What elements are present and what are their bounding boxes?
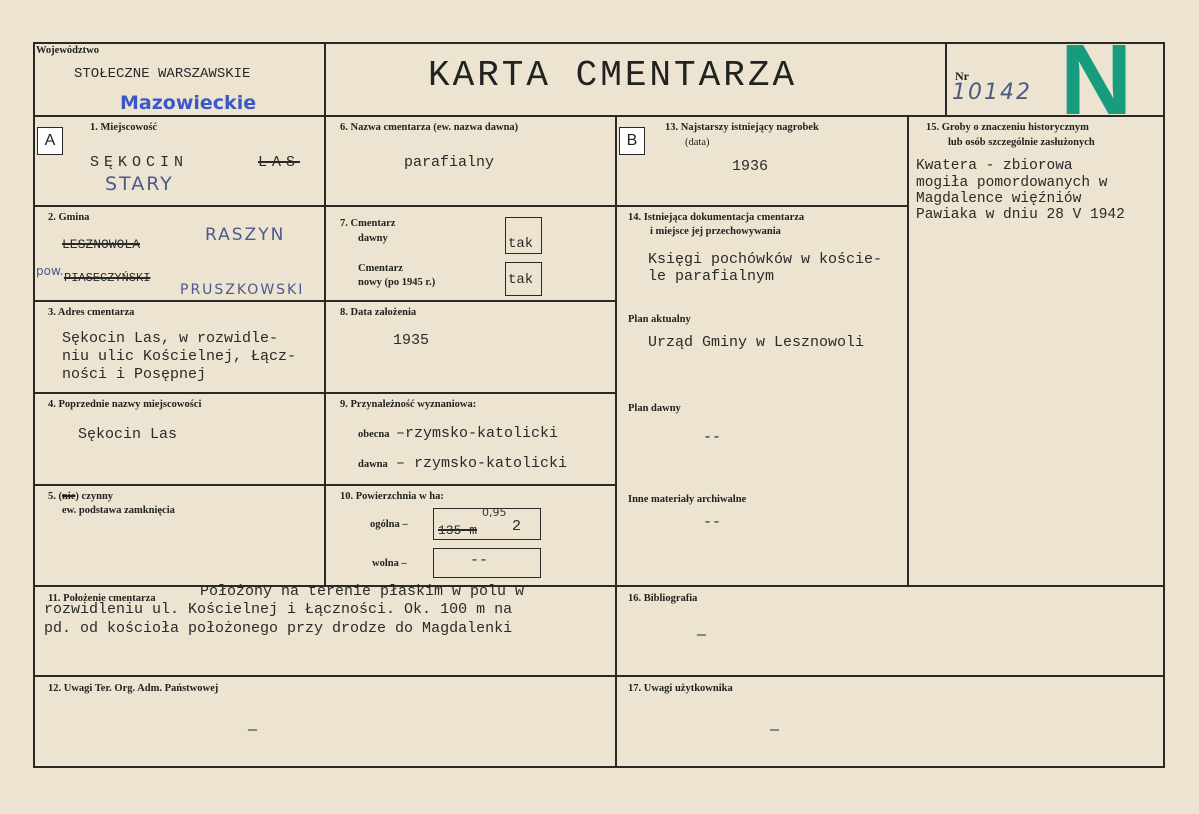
field-15-line-2: mogiła pomordowanych w — [916, 175, 1108, 191]
rule-row-12 — [33, 675, 1165, 677]
field-1-label: 1. Miejscowość — [90, 122, 158, 133]
field-14-label: 14. Istniejąca dokumentacja cmentarza — [628, 212, 805, 223]
field-16-label: 16. Bibliografia — [628, 593, 698, 604]
field-9-obecna-value: –rzymsko-katolicki — [396, 425, 559, 442]
field-9-dawna-value: – rzymsko-katolicki — [396, 455, 568, 472]
wojewodztwo-stamp: Mazowieckie — [120, 92, 257, 114]
field-9-obecna: obecna — [358, 429, 390, 440]
field-17-label: 17. Uwagi użytkownika — [628, 683, 733, 694]
nr-value: 10142 — [952, 80, 1032, 105]
plan-dawny-value: -- — [703, 429, 722, 446]
field-5-struck: nie — [62, 491, 76, 502]
field-4-label: 4. Poprzednie nazwy miejscowości — [48, 399, 202, 410]
field-7-nowy-value: tak — [508, 272, 534, 288]
field-10-wolna-value: -- — [470, 552, 489, 569]
field-9-label: 9. Przynależność wyznaniowa: — [340, 399, 477, 410]
page-title: KARTA CMENTARZA — [428, 55, 798, 96]
rule-col-nr — [945, 42, 947, 115]
field-1-hand: STARY — [105, 173, 174, 195]
cemetery-card — [33, 42, 1165, 768]
field-10-label: 10. Powierzchnia w ha: — [340, 491, 444, 502]
field-5-prefix: 5. ( — [48, 491, 62, 502]
field-11-line-2: rozwidleniu ul. Kościelnej i Łączności. Ok. 100 m na — [44, 601, 513, 618]
field-17-value: — — [770, 722, 780, 739]
field-8-label: 8. Data założenia — [340, 307, 417, 318]
plan-aktualny-label: Plan aktualny — [628, 314, 691, 325]
field-5-sub: ew. podstawa zamknięcia — [62, 505, 175, 516]
nr-label: Nr — [955, 69, 969, 83]
inne-materialy-label: Inne materiały archiwalne — [628, 494, 747, 505]
field-6-value: parafialny — [404, 154, 495, 171]
field-2-hand: RASZYN — [205, 225, 286, 245]
field-7-nowy: nowy (po 1945 r.) — [358, 277, 436, 288]
field-7-dawny-value: tak — [508, 236, 534, 252]
wojewodztwo-label: Województwo — [36, 45, 99, 56]
field-2-label: 2. Gmina — [48, 212, 90, 223]
field-12-value: — — [248, 722, 258, 739]
field-13-label: 13. Najstarszy istniejący nagrobek — [665, 122, 819, 133]
rule-header — [33, 115, 1165, 117]
plan-aktualny-value: Urząd Gminy w Lesznowoli — [648, 334, 865, 351]
inne-materialy-value: -- — [703, 514, 722, 531]
wojewodztwo-value: STOŁECZNE WARSZAWSKIE — [74, 66, 251, 82]
section-a-badge: A — [37, 127, 63, 155]
field-7-dawny: dawny — [358, 233, 388, 244]
rule-col-mid — [615, 115, 617, 768]
field-3-label: 3. Adres cmentarza — [48, 307, 135, 318]
field-5-suffix: ) czynny — [75, 491, 114, 502]
field-15-line-4: Pawiaka w dniu 28 V 1942 — [916, 207, 1125, 223]
field-14-line-1: Księgi pochówków w koście- — [648, 251, 883, 268]
field-6-label: 6. Nazwa cmentarza (ew. nazwa dawna) — [340, 122, 519, 133]
field-11-line-1: Położony na terenie płaskim w polu w — [200, 583, 525, 600]
field-2-struck: LESZNOWOLA — [62, 237, 141, 252]
field-15-line-1: Kwatera - zbiorowa — [916, 158, 1073, 174]
field-3-line-1: Sękocin Las, w rozwidle- — [62, 330, 279, 347]
field-4-value: Sękocin Las — [78, 426, 178, 443]
field-10-ogolna-hand: 0,95 — [482, 506, 507, 519]
field-10-ogolna: ogólna – — [370, 519, 408, 530]
field-3-line-2: niu ulic Kościelnej, Łącz- — [62, 348, 297, 365]
category-mark: N — [1060, 24, 1133, 136]
field-2-pow-struck: PIASECZYŃSKI — [64, 271, 151, 285]
field-10-ogolna-struck: 135 m — [438, 523, 478, 538]
field-11-line-3: pd. od kościoła położonego przy drodze do Magdalenki — [44, 620, 513, 637]
field-2-pow: pow. — [36, 264, 64, 278]
field-10-ogolna-suffix: 2 — [512, 518, 522, 535]
field-15-label: 15. Groby o znaczeniu historycznym — [926, 122, 1089, 133]
field-16-value: — — [697, 627, 707, 644]
field-13-sub: (data) — [685, 137, 710, 148]
field-10-wolna: wolna – — [372, 558, 407, 569]
field-14-line-2: le parafialnym — [648, 268, 775, 285]
section-b-badge: B — [619, 127, 645, 155]
field-7-label: 7. Cmentarz — [340, 218, 396, 229]
field-12-label: 12. Uwagi Ter. Org. Adm. Państwowej — [48, 683, 219, 694]
field-1-struck: LAS — [258, 154, 301, 171]
field-9-dawna: dawna — [358, 459, 388, 470]
plan-dawny-label: Plan dawny — [628, 403, 681, 414]
field-8-value: 1935 — [393, 332, 430, 349]
field-3-line-3: ności i Posępnej — [62, 366, 207, 383]
field-1-value: SĘKOCIN — [90, 154, 189, 171]
field-2-pow-hand: PRUSZKOWSKI — [180, 282, 305, 298]
rule-row-14 — [615, 205, 907, 207]
field-11-label: 11. Położenie cmentarza — [48, 593, 156, 604]
field-15-line-3: Magdalence więźniów — [916, 191, 1082, 207]
field-15-sub: lub osób szczególnie zasłużonych — [948, 137, 1095, 148]
field-14-sub: i miejsce jej przechowywania — [650, 226, 781, 237]
field-13-value: 1936 — [732, 158, 769, 175]
rule-col-a — [324, 42, 326, 585]
rule-col-15 — [907, 115, 909, 585]
field-7-nowy-label: Cmentarz — [358, 263, 403, 274]
field-5-label — [48, 490, 113, 503]
